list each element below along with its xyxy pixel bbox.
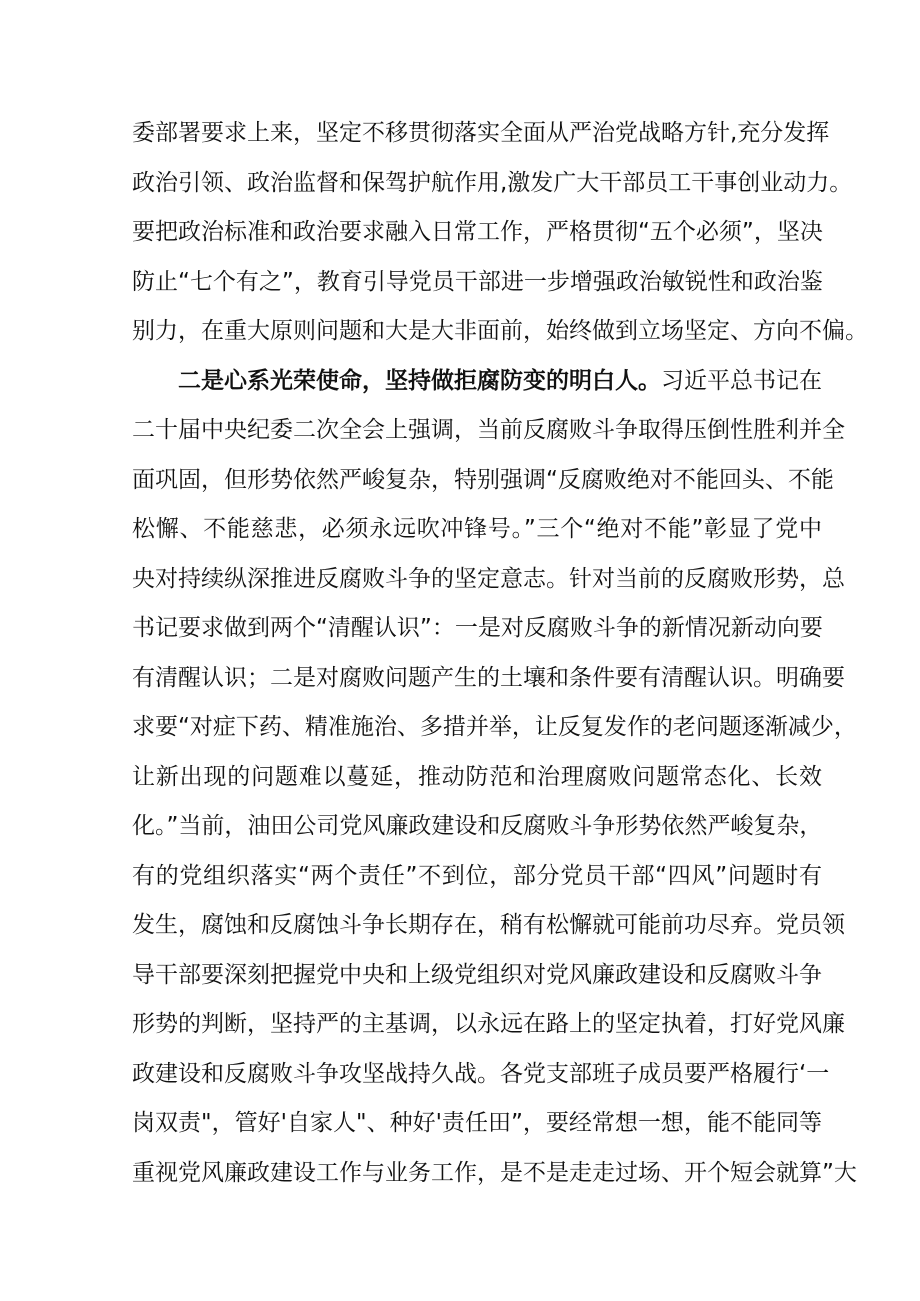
text-line: 央对持续纵深推进反腐败斗争的坚定意志。针对当前的反腐败形势，总 bbox=[132, 565, 845, 592]
text-line: 别力，在重大原则问题和大是大非面前，始终做到立场坚定、方向不偏。 bbox=[132, 318, 868, 344]
text-line: 政建设和反腐败斗争攻坚战持久战。各党支部班子成员要严格履行‘一 bbox=[132, 1060, 830, 1087]
document-body bbox=[132, 109, 868, 1198]
text-line: 发生，腐蚀和反腐蚀斗争长期存在，稍有松懈就可能前功尽弃。党员领 bbox=[132, 912, 845, 938]
text-line: 化。”当前，油田公司党风廉政建设和反腐败斗争形势依然严峻复杂， bbox=[132, 813, 823, 839]
text-line: 岗双责"，管好'自家人"、种好'责任田”，要经常想一想，能不能同等 bbox=[132, 1110, 822, 1136]
text-line: 面巩固，但形势依然严峻复杂，特别强调“反腐败绝对不能回头、不能 bbox=[132, 466, 834, 493]
paragraph-heading-line bbox=[132, 357, 822, 407]
text-line: 让新出现的问题难以蔓延，推动防范和治理腐败问题常态化、长效 bbox=[132, 763, 822, 790]
text-line: 政治引领、政治监督和保驾护航作用,激发广大干部员工干事创业动力。 bbox=[132, 169, 853, 196]
text-line: 防止“七个有之”，教育引导党员干部进一步增强政治敏锐性和政治鉴 bbox=[132, 268, 823, 295]
text-line: 形势的判断，坚持严的主基调，以永远在路上的坚定执着，打好党风廉 bbox=[132, 1011, 845, 1037]
text-line: 求要“对症下药、精准施治、多措并举，让反复发作的老问题逐渐减少， bbox=[132, 714, 857, 740]
paragraph-heading: 二是心系光荣使命，坚持做拒腐防变的明白人。 bbox=[178, 367, 661, 394]
text-line: 有的党组织落实“两个责任”不到位，部分党员干部“四风”问题时有 bbox=[132, 862, 822, 889]
text-line: 有清醒认识；二是对腐败问题产生的土壤和条件要有清醒认识。明确要 bbox=[132, 664, 845, 691]
text-line: 松懈、不能慈悲，必须永远吹冲锋号。”三个“绝对不能”彰显了党中 bbox=[132, 516, 822, 542]
text-run: 习近平总书记在 bbox=[661, 367, 822, 394]
text-line: 要把政治标准和政治要求融入日常工作，严格贯彻“五个必须”，坚决 bbox=[132, 219, 823, 245]
text-line: 重视党风廉政建设工作与业务工作，是不是走走过场、开个短会就算”大 bbox=[132, 1159, 857, 1186]
text-line: 书记要求做到两个“清醒认识”：一是对反腐败斗争的新情况新动向要 bbox=[132, 615, 823, 641]
text-line: 委部署要求上来，坚定不移贯彻落实全面从严治党战略方针,充分发挥 bbox=[132, 120, 830, 146]
text-line: 导干部要深刻把握党中央和上级党组织对党风廉政建设和反腐败斗争 bbox=[132, 961, 822, 988]
text-line: 二十届中央纪委二次全会上强调，当前反腐败斗争取得压倒性胜利并全 bbox=[132, 417, 845, 443]
